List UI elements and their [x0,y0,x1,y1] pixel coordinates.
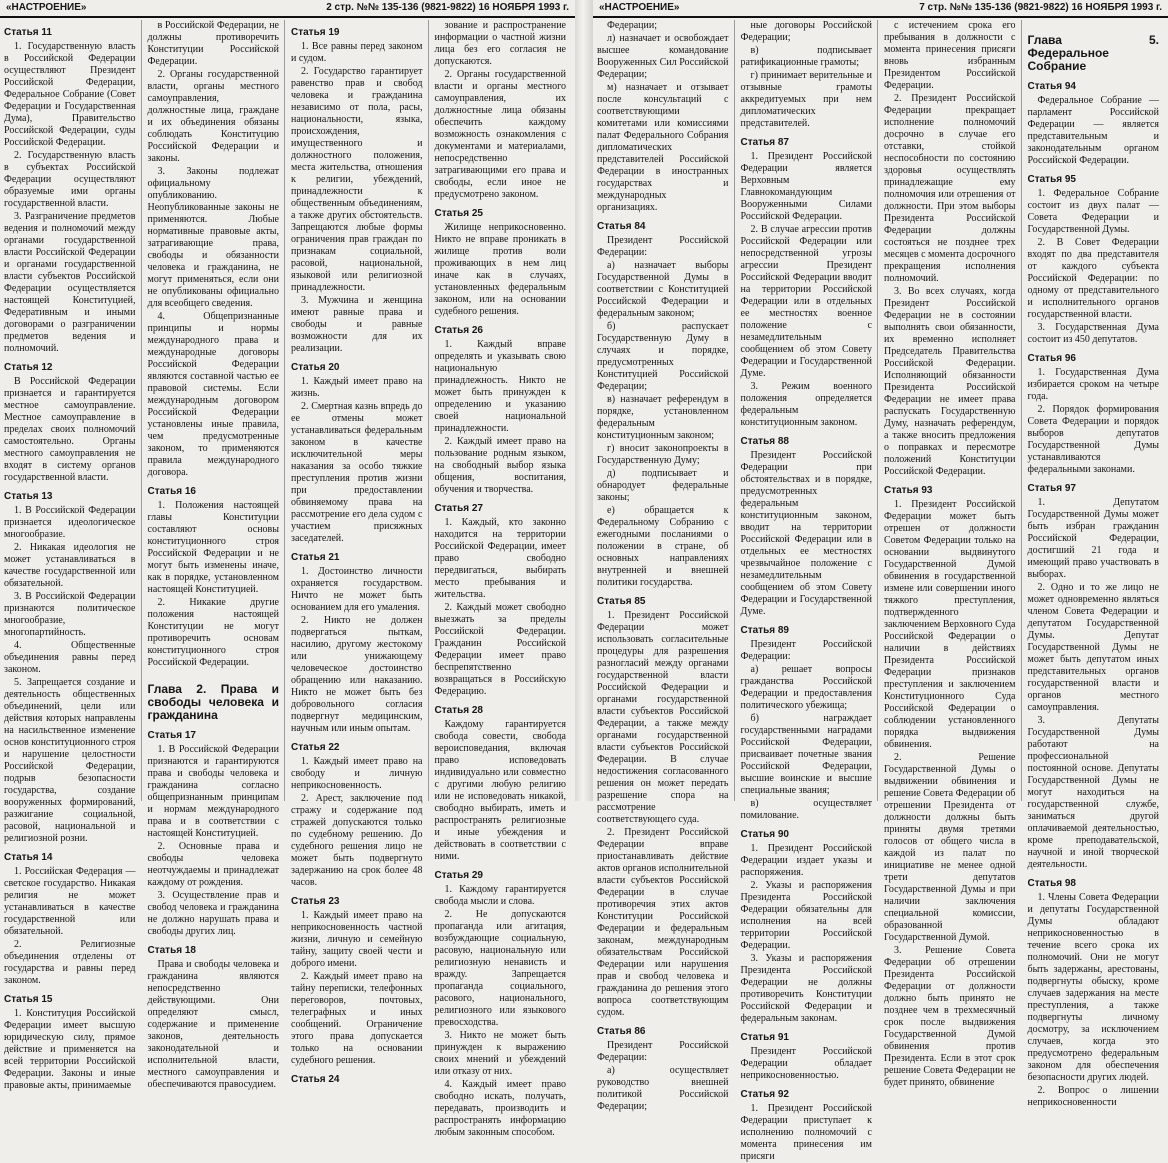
article-paragraph: 2. Вопрос о лишении неприкосновенности [1027,1085,1159,1108]
article-paragraph: м) назначает и отзывает после консультаций с соответствующими комитетами или комиссиями палат Федерального Собрания дипломатических представителей Российской Федерации в иностранных государствах и международных организациях. [597,82,729,213]
right-header-title: «НАСТРОЕНИЕ» [599,2,680,13]
article-title: Статья 92 [740,1089,789,1100]
article-paragraph: 3. Законы подлежат официальному опубликованию. Неопубликованные законы не применяются. Любые нормативные правовые акты, затрагивающие права, свободы и обязанности человека и гражданина, не могут применяться, если они не опубликованы официально для всеобщего сведения. [147,166,279,309]
article-title: Статья 88 [740,436,789,447]
article-paragraph: 1. Положения настоящей главы Конституции составляют основы конституционного строя Российской Федерации и не могут быть изменены иначе, как в порядке, установленном настоящей Конституцией. [147,500,279,595]
article-paragraph: 3. Разграничение предметов ведения и полномочий между органами государственной власти Российской Федерации и органами государственной власти субъектов Российской Федерации осуществляется настоящей Конституцией, Федеративным и иными договорами о разграничении предметов ведения и полномочий. [4,211,136,354]
article-paragraph: 1. Члены Совета Федерации и депутаты Государственной Думы обладают неприкосновенностью в течение всего срока их полномочий. Они не могут быть задержаны, арестованы, подвергнуты обыску, кроме случаев задержания на месте преступления, а также подвергнуты личному досмотру, за исключением случаев, когда это предусмотрено федеральным законом для обеспечения безопасности других людей. [1027,892,1159,1083]
article-paragraph: 1. Президент Российской Федерации может быть отрешен от должности Советом Федерации только на основании выдвинутого Государственной Думой обвинения в государственной измене или совершении иного тяжкого преступления, подтвержденного заключением Верховного Суда Российской Федерации о наличии в действиях Президента Российской Федерации признаков преступления и заключением Конституционного Суда Российской Федерации о соблюдении установленного порядка выдвижения обвинения. [884,499,1016,750]
article-title: Статья 19 [291,27,340,38]
article-title: Статья 17 [147,730,196,741]
article-title: Статья 25 [434,208,483,219]
article-paragraph: 2. Каждый может свободно выезжать за пределы Российской Федерации. Гражданин Российской Федерации имеет право беспрепятственно возвращаться в Российскую Федерацию. [434,602,566,697]
left-header-issue: 2 стр. №№ 135-136 (9821-9822) 16 НОЯБРЯ 1993 г. [326,2,569,13]
article-title: Статья 11 [4,27,52,38]
article-paragraph: 2. Решение Государственной Думы о выдвижении обвинения и решение Совета Федерации об отрешении Президента от должности должны быть приняты двумя третями голосов от общего числа в каждой из палат по инициативе не менее одной трети депутатов Государственной Думы и при наличии заключения специальной комиссии, образованной Государственной Думой. [884,752,1016,943]
article-paragraph: а) назначает выборы Государственной Думы в соответствии с Конституцией Российской Федерации и федеральным законом; [597,260,729,319]
article-title: Статья 26 [434,325,483,336]
article-paragraph: 3. Осуществление прав и свобод человека и гражданина не должно нарушать права и свободы других лиц. [147,890,279,937]
article-paragraph: Президент Российской Федерации: [597,235,729,258]
article-title: Статья 95 [1027,174,1076,185]
article-paragraph: 1. Каждый имеет право на свободу и личную неприкосновенность. [291,756,423,791]
article-paragraph: 1. Федеральное Собрание состоит из двух палат — Совета Федерации и Государственной Думы. [1027,188,1159,235]
article-paragraph: г) принимает верительные и отзывные грамоты аккредитуемых при нем дипломатических представителей. [740,70,872,129]
article-paragraph: л) назначает и освобождает высшее командование Вооруженных Сил Российской Федерации; [597,33,729,80]
article-paragraph: 2. Каждый имеет право на пользование родным языком, на свободный выбор языка общения, воспитания, обучения и творчества. [434,436,566,495]
article-paragraph: Президент Российской Федерации: [597,1040,729,1063]
article-paragraph: 5. Запрещается создание и деятельность общественных объединений, цели или действия которых направлены на насильственное изменение основ конституционного строя и нарушение целостности Российской Федерации, подрыв безопасности государства, создание вооруженных формирований, разжигание социальной, расовой, национальной и религиозной розни. [4,677,136,844]
article-paragraph: Президент Российской Федерации: [740,639,872,662]
text-column [597,20,735,1112]
article-paragraph: 3. Государственная Дума состоит из 450 депутатов. [1027,322,1159,345]
article-paragraph: 1. Каждый имеет право на жизнь. [291,376,423,399]
article-title: Статья 96 [1027,353,1076,364]
text-column [147,20,286,1090]
article-paragraph: ные договоры Российской Федерации; [740,20,872,43]
article-paragraph: 2. В Совет Федерации входят по два представителя от каждого субъекта Российской Федерации: по одному от представительного и исполнительного органов государственной власти. [1027,237,1159,320]
article-paragraph: в) подписывает ратификационные грамоты; [740,45,872,68]
article-paragraph: 1. Каждый имеет право на неприкосновенность частной жизни, личную и семейную тайну, защиту своей чести и доброго имени. [291,910,423,969]
article-paragraph: а) решает вопросы гражданства Российской Федерации и предоставления политического убежища; [740,664,872,711]
article-paragraph: 2. Одно и то же лицо не может одновременно являться членом Совета Федерации и депутатом Государственной Думы. Депутат Государственной Думы не может быть депутатом иных представительных органов государственной власти и органов местного самоуправления. [1027,582,1159,713]
article-title: Статья 89 [740,625,789,636]
article-paragraph: 3. Указы и распоряжения Президента Российской Федерации не должны противоречить Конституции Российской Федерации и федеральным законам. [740,953,872,1024]
article-paragraph: 1. Президент Российской Федерации является Верховным Главнокомандующим Вооруженными Силами Российской Федерации. [740,151,872,222]
article-paragraph: 1. Депутатом Государственной Думы может быть избран гражданин Российской Федерации, достигший 21 года и имеющий право участвовать в выборах. [1027,497,1159,580]
article-paragraph: 4. Общепризнанные принципы и нормы международного права и международные договоры Российской Федерации являются составной частью ее правовой системы. Если международным договором Российской Федерации установлены иные правила, чем предусмотренные законом, то применяются правила международного договора. [147,311,279,478]
page-gutter [575,0,593,801]
article-paragraph: 1. В Российской Федерации признаются и гарантируются права и свободы человека и гражданина согласно общепризнанным принципам и нормам международного права и в соответствии с настоящей Конституцией. [147,744,279,839]
article-title: Статья 86 [597,1026,646,1037]
article-title: Статья 15 [4,994,53,1005]
article-paragraph: 2. Государство гарантирует равенство прав и свобод человека и гражданина независимо от пола, расы, национальности, языка, происхождения, имущественного и должностного положения, места жительства, отношения к религии, убеждений, принадлежности к общественным объединениям, а также других обстоятельств. Запрещаются любые формы ограничения прав граждан по признакам социальной, расовой, национальной, языковой или религиозной принадлежности. [291,66,423,293]
article-paragraph: 3. Мужчина и женщина имеют равные права и свободы и равные возможности для их реализации. [291,295,423,354]
article-paragraph: 2. Никакие другие положения настоящей Конституции не могут противоречить основам конституционного строя Российской Федерации. [147,597,279,668]
article-paragraph: 2. Не допускаются пропаганда или агитация, возбуждающие социальную, расовую, национальную или религиозную ненависть и вражду. Запрещается пропаганда социального, расового, национального, религиозного или языкового превосходства. [434,909,566,1028]
text-column [740,20,879,1162]
article-paragraph: 2. В случае агрессии против Российской Федерации или непосредственной угрозы агрессии Президент Российской Федерации вводит на территории Российской Федерации или в отдельных ее местностях военное положение с незамедлительным сообщением об этом Совету Федерации и Государственной Думе. [740,224,872,379]
article-paragraph: Президент Российской Федерации обладает неприкосновенностью. [740,1046,872,1081]
article-title: Статья 20 [291,362,340,373]
article-paragraph: 1. Президент Российской Федерации может использовать согласительные процедуры для разрешения разногласий между органами государственной власти Российской Федерации и органами государственной власти субъектов Российской Федерации, а также между органами государственной власти субъектов Российской Федерации. В случае недостижения согласованного решения он может передать разрешение спора на рассмотрение соответствующего суда. [597,610,729,825]
article-title: Статья 93 [884,485,933,496]
article-paragraph: 4. Общественные объединения равны перед законом. [4,640,136,675]
article-paragraph: 2. Смертная казнь впредь до ее отмены может устанавливаться федеральным законом в качестве исключительной меры наказания за особо тяжкие преступления против жизни при предоставлении обвиняемому права на рассмотрение его дела судом с участием присяжных заседателей. [291,401,423,544]
article-paragraph: в) назначает референдум в порядке, установленном федеральным конституционным законом; [597,394,729,441]
article-paragraph: 1. Государственная Дума избирается сроком на четыре года. [1027,367,1159,402]
article-paragraph: 3. Во всех случаях, когда Президент Российской Федерации не в состоянии выполнять свои обязанности, их временно исполняет Председатель Правительства Российской Федерации. Исполняющий обязанности Президента Российской Федерации не имеет права распускать Государственную Думу, назначать референдум, а также вносить предложения о поправках и пересмотре положений Конституции Российской Федерации. [884,286,1016,477]
right-page [593,0,1168,1162]
left-masthead [0,0,575,18]
article-paragraph: Федерации; [607,20,658,31]
left-header-title: «НАСТРОЕНИЕ» [6,2,87,13]
article-paragraph: Жилище неприкосновенно. Никто не вправе проникать в жилище против воли проживающих в нем лиц иначе как в случаях, установленных федеральным законом, или на основании судебного решения. [434,222,566,317]
article-title: Статья 29 [434,870,483,881]
article-paragraph: а) осуществляет руководство внешней политикой Российской Федерации; [597,1065,729,1112]
article-paragraph: 2. Религиозные объединения отделены от государства и равны перед законом. [4,939,136,986]
article-title: Статья 97 [1027,483,1076,494]
article-title: Статья 94 [1027,81,1076,92]
left-page [0,0,575,1138]
article-paragraph: 1. Конституция Российской Федерации имеет высшую юридическую силу, прямое действие и применяется на всей территории Российской Федерации. Законы и иные правовые акты, принимаемые [4,1008,136,1091]
article-paragraph: 2. Органы государственной власти, органы местного самоуправления, должностные лица, граждане и их объединения обязаны соблюдать Конституцию Российской Федерации и законы. [147,69,279,164]
article-paragraph: д) подписывает и обнародует федеральные законы; [597,468,729,503]
article-paragraph: Права и свободы человека и гражданина являются непосредственно действующими. Они определяют смысл, содержание и применение законов, деятельность законодательной и исполнительной власти, местного самоуправления и обеспечиваются правосудием. [147,959,279,1090]
text-column [884,20,1022,1088]
article-paragraph: 4. Каждый имеет право свободно искать, получать, передавать, производить и распространять информацию любым законным способом. [434,1079,566,1138]
article-paragraph: В Российской Федерации признается и гарантируется местное самоуправление. Местное самоуправление в пределах своих полномочий самостоятельно. Органы местного самоуправления не входят в систему органов государственной власти. [4,376,136,483]
article-title: Статья 85 [597,596,646,607]
article-paragraph: в) осуществляет помилование. [740,798,872,821]
article-paragraph: б) распускает Государственную Думу в случаях и порядке, предусмотренных Конституцией Российской Федерации; [597,321,729,392]
article-title: Статья 90 [740,829,789,840]
article-title: Статья 23 [291,896,340,907]
article-paragraph: 2. Порядок формирования Совета Федерации и порядок выборов депутатов Государственной Думы устанавливаются федеральными законами. [1027,404,1159,475]
chapter-heading: Глава 2. Права и свободы человека и гражданина [147,682,279,722]
article-paragraph: Федеральное Собрание — парламент Российской Федерации — является представительным и законодательным органом Российской Федерации. [1027,95,1159,166]
article-title: Статья 12 [4,362,53,373]
article-paragraph: 1. Каждому гарантируется свобода мысли и слова. [434,884,566,907]
article-paragraph: 3. В Российской Федерации признаются политическое многообразие, многопартийность. [4,591,136,638]
article-paragraph: 2. Никто не должен подвергаться пыткам, насилию, другому жестокому или унижающему человеческое достоинство обращению или наказанию. Никто не может быть без добровольного согласия подвергнут медицинским, научным или иным опытам. [291,615,423,734]
article-paragraph: с истечением срока его пребывания в должности с момента принесения присяги вновь избранным Президентом Российской Федерации. [884,20,1016,91]
article-paragraph: 3. Никто не может быть принужден к выражению своих мнений и убеждений или отказу от них. [434,1030,566,1077]
left-columns [4,20,571,1138]
article-paragraph: 2. Президент Российской Федерации прекращает исполнение полномочий досрочно в случае его отставки, стойкой неспособности по состоянию здоровья осуществлять принадлежащие ему полномочия или отрешения от должности. При этом выборы Президента Российской Федерации должны состояться не позднее трех месяцев с момента досрочного прекращения исполнения полномочий. [884,93,1016,284]
article-paragraph: зование и распространение информации о частной жизни лица без его согласия не допускаются. [434,20,566,67]
article-title: Статья 13 [4,491,53,502]
article-title: Статья 28 [434,705,483,716]
article-paragraph: 3. Решение Совета Федерации об отрешении Президента Российской Федерации от должности должно быть принято не позднее чем в трехмесячный срок после выдвижения Государственной Думой обвинения против Президента. Если в этот срок решение Совета Федерации не будет принято, обвинение [884,945,1016,1088]
right-header-issue: 7 стр. №№ 135-136 (9821-9822) 16 НОЯБРЯ 1993 г. [919,2,1162,13]
article-paragraph: 1. Российская Федерация — светское государство. Никакая религия не может устанавливаться в качестве государственной или обязательной. [4,866,136,937]
article-title: Статья 18 [147,945,196,956]
article-paragraph: 1. Каждый вправе определять и указывать свою национальную принадлежность. Никто не может быть принужден к определению и указанию своей национальной принадлежности. [434,339,566,434]
article-paragraph: 2. Основные права и свободы человека неотчуждаемы и принадлежат каждому от рождения. [147,841,279,888]
article-title: Статья 84 [597,221,646,232]
article-paragraph: 3. Режим военного положения определяется федеральным конституционным законом. [740,381,872,428]
article-title: Статья 24 [291,1074,340,1085]
article-paragraph: 3. Депутаты Государственной Думы работают на профессиональной постоянной основе. Депутаты Государственной Думы не могут находиться на государственной службе, заниматься другой оплачиваемой деятельностью, кроме преподавательской, научной и иной творческой деятельности. [1027,715,1159,870]
article-title: Статья 16 [147,486,196,497]
article-paragraph: б) награждает государственными наградами Российской Федерации, присваивает почетные звания Российской Федерации, высшие воинские и высшие специальные звания; [740,713,872,796]
article-title: Статья 27 [434,503,483,514]
article-paragraph: в Российской Федерации, не должны противоречить Конституции Российской Федерации. [147,20,279,67]
article-paragraph: 1. Государственную власть в Российской Федерации осуществляют Президент Российской Федерации, Федеральное Собрание (Совет Федерации и Государственная Дума), Правительство Российской Федерации, суды Российской Федерации. [4,41,136,148]
article-title: Статья 87 [740,137,789,148]
article-paragraph: 2. Каждый имеет право на тайну переписки, телефонных переговоров, почтовых, телеграфных и иных сообщений. Ограничение этого права допускается только на основании судебного решения. [291,971,423,1066]
article-title: Статья 14 [4,852,53,863]
text-column [291,20,429,1085]
chapter-heading: Глава 5. Федеральное Собрание [1027,33,1159,73]
text-column [4,20,142,1091]
article-paragraph: 2. Органы государственной власти и органы местного самоуправления, их должностные лица обязаны обеспечить каждому возможность ознакомления с документами и материалами, непосредственно затрагивающими его права и свободы, если иное не предусмотрено законом. [434,69,566,200]
article-paragraph: Каждому гарантируется свобода совести, свобода вероисповедания, включая право исповедовать индивидуально или совместно с другими любую религию или не исповедовать никакой, свободно выбирать, иметь и распространять религиозные и иные убеждения и действовать в соответствии с ними. [434,719,566,862]
article-paragraph: 1. Президент Российской Федерации приступает к исполнению полномочий с момента принесения им присяги [740,1103,872,1162]
right-masthead [593,0,1168,18]
article-paragraph: 2. Государственную власть в субъектах Российской Федерации осуществляют образуемые ими органы государственной власти. [4,150,136,209]
article-title: Статья 98 [1027,878,1076,889]
article-paragraph: 1. Все равны перед законом и судом. [291,41,423,64]
text-column [434,20,572,1138]
article-paragraph: 2. Арест, заключение под стражу и содержание под стражей допускаются только по судебному решению. До судебного решения лицо не может быть подвергнуто задержанию на срок более 48 часов. [291,793,423,888]
article-paragraph: 2. Указы и распоряжения Президента Российской Федерации обязательны для исполнения на всей территории Российской Федерации. [740,880,872,951]
text-column [1027,20,1165,1108]
article-paragraph: Президент Российской Федерации при обстоятельствах и в порядке, предусмотренных федеральным конституционным законом, вводит на территории Российской Федерации или в отдельных ее местностях чрезвычайное положение с незамедлительным сообщением об этом Совету Федерации и Государственной Думе. [740,450,872,617]
article-paragraph: г) вносит законопроекты в Государственную Думу; [597,443,729,466]
article-paragraph: 1. Каждый, кто законно находится на территории Российской Федерации, имеет право свободно передвигаться, выбирать место пребывания и жительства. [434,517,566,600]
article-paragraph: 1. В Российской Федерации признается идеологическое многообразие. [4,505,136,540]
article-paragraph: е) обращается к Федеральному Собранию с ежегодными посланиями о положении в стране, об основных направлениях внутренней и внешней политики государства. [597,505,729,588]
article-paragraph: 2. Президент Российской Федерации вправе приостанавливать действие актов органов исполнительной власти субъектов Российской Федерации в случае противоречия этих актов Конституции Российской Федерации и федеральным законам, международным обязательствам Российской Федерации или нарушения прав и свобод человека и гражданина до решения этого вопроса соответствующим судом. [597,827,729,1018]
article-paragraph: 1. Президент Российской Федерации издает указы и распоряжения. [740,843,872,878]
article-paragraph: 1. Достоинство личности охраняется государством. Ничто не может быть основанием для его умаления. [291,566,423,613]
right-columns [597,20,1164,1162]
article-title: Статья 22 [291,742,340,753]
article-paragraph: 2. Никакая идеология не может устанавливаться в качестве государственной или обязательной. [4,542,136,589]
article-title: Статья 21 [291,552,340,563]
article-title: Статья 91 [740,1032,789,1043]
